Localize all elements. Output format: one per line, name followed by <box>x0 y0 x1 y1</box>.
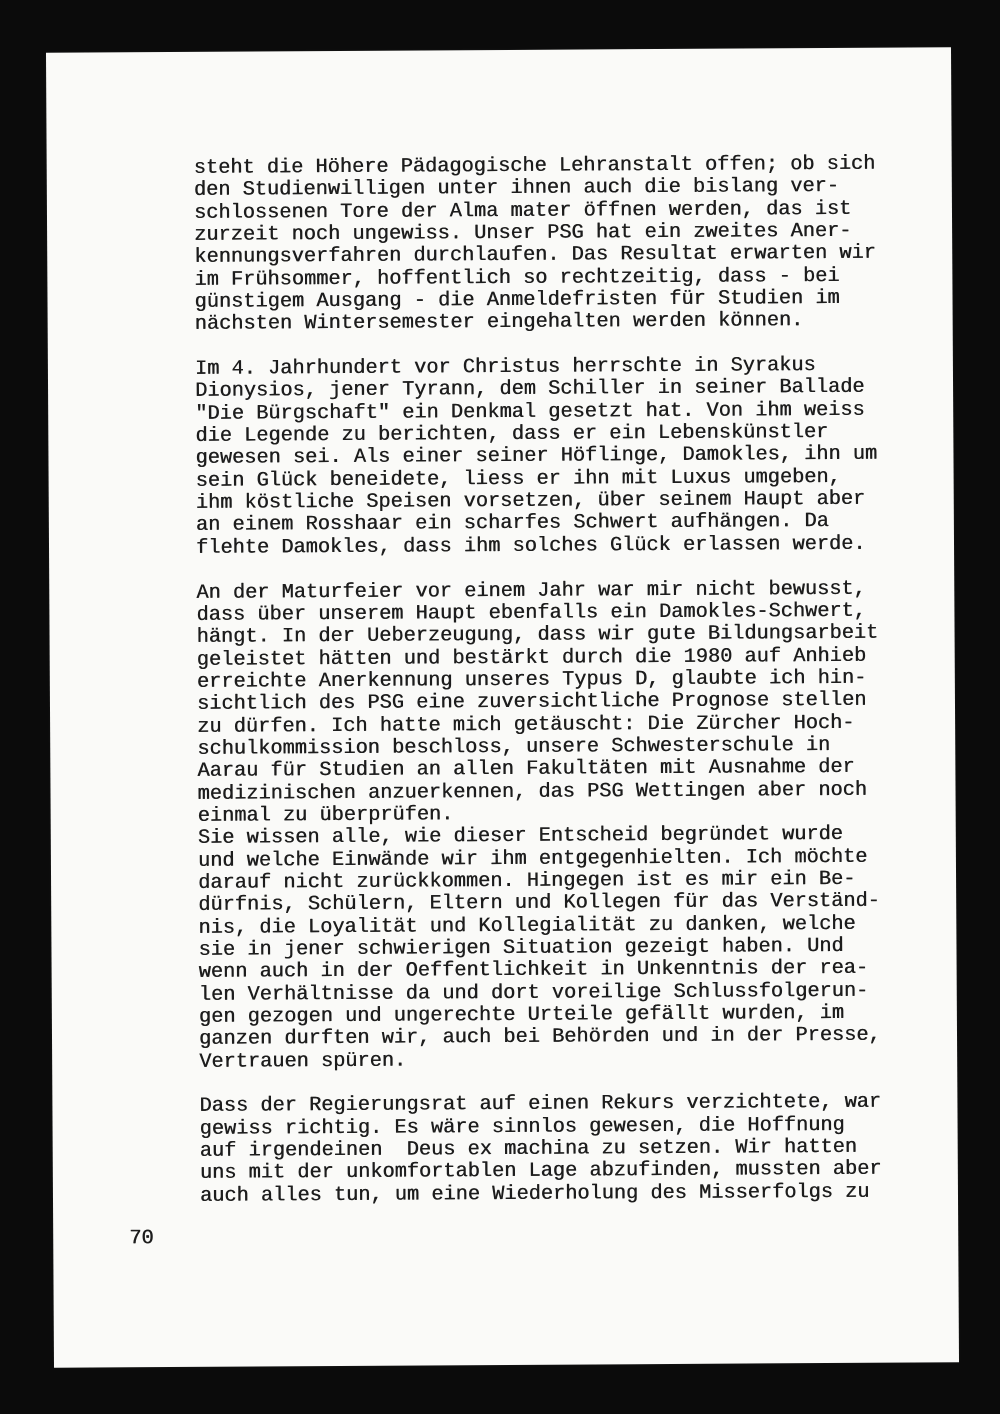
text-line: medizinischen anzuerkennen, das PSG Wettingen aber noch <box>197 778 867 806</box>
text-line: sichtlich des PSG eine zuversichtliche Prognose stellen <box>196 688 867 717</box>
paragraph-block <box>199 1092 881 1208</box>
text-line: ihm köstliche Speisen vorsetzen, über seinem Haupt aber <box>195 487 866 516</box>
text-line: An der Maturfeier vor einem Jahr war mir nicht bewusst, <box>196 577 866 605</box>
text-line: sie in jener schwierigen Situation gezeigt haben. Und <box>198 934 844 962</box>
paragraph-block <box>196 578 879 828</box>
text-line: steht die Höhere Pädagogische Lehranstalt offen; ob sich <box>193 152 876 180</box>
text-line: flehte Damokles, dass ihm solches Glück erlassen werde. <box>195 532 866 560</box>
text-line: einmal zu überprüfen. <box>197 803 454 828</box>
text-line: schulkommission beschloss, unsere Schwesterschule in <box>197 733 831 761</box>
text-line: im Frühsommer, hoffentlich so rechtzeitig, dass - bei <box>194 264 840 292</box>
text-line: an einem Rosshaar ein scharfes Schwert aufhängen. Da <box>195 510 829 538</box>
text-line: auch alles tun, um eine Wiederholung des Misserfolgs zu <box>199 1180 870 1208</box>
text-line: auf irgendeinen Deus ex machina zu setzen. Wir hatten <box>199 1135 857 1163</box>
text-line: nis, die Loyalität und Kollegialität zu danken, welche <box>198 912 856 940</box>
text-line: dass über unserem Haupt ebenfalls ein Damokles-Schwert, <box>196 599 866 627</box>
text-line: "Die Bürgschaft" ein Denkmal gesetzt hat. Von ihm weiss <box>195 398 865 426</box>
text-line: und welche Einwände wir ihm entgegenhielten. Ich möchte <box>197 845 868 873</box>
text-column <box>194 154 882 1208</box>
paragraph-block <box>195 355 878 560</box>
text-line: hängt. In der Ueberzeugung, dass wir gute Bildungsarbeit <box>196 621 879 650</box>
text-line: Dionysios, jener Tyrann, dem Schiller in seiner Ballade <box>194 376 865 404</box>
text-line: die Legende zu berichten, dass er ein Lebenskünstler <box>195 421 829 448</box>
paragraph-block <box>198 824 881 1074</box>
text-line: erreichte Anerkennung unseres Typus D, glaubte ich hin- <box>196 666 867 694</box>
text-line: gewiss richtig. Es wäre sinnlos gewesen, die Hoffnung <box>199 1113 845 1141</box>
text-line: gen gezogen und ungerechte Urteile gefällt wurden, im <box>198 1001 845 1029</box>
text-line: dürfnis, Schülern, Eltern und Kollegen für das Verständ- <box>198 890 880 918</box>
text-line: nächsten Wintersemester eingehalten werden können. <box>194 309 804 337</box>
text-line: geleistet hätten und bestärkt durch die 1980 auf Anhieb <box>196 644 867 672</box>
text-line: Sie wissen alle, wie dieser Entscheid begründet wurde <box>197 823 843 851</box>
page-number: 70 <box>129 1227 154 1251</box>
text-line: uns mit der unkomfortablen Lage abzufinden, mussten aber <box>199 1158 882 1186</box>
text-line: darauf nicht zurückkommen. Hingegen ist es mir ein Be- <box>197 867 856 895</box>
text-line: günstigem Ausgang - die Anmeldefristen für Studien im <box>194 286 840 314</box>
text-line: len Verhältnisse da und dort voreilige Schlussfolgerun- <box>198 979 869 1007</box>
text-line: wenn auch in der Oeffentlichkeit in Unkenntnis der rea- <box>198 957 869 985</box>
text-line: schlossenen Tore der Alma mater öffnen werden, das ist <box>193 197 852 225</box>
scanned-document-page <box>46 47 959 1368</box>
text-line: gewesen sei. Als einer seiner Höflinge, Damokles, ihn um <box>195 443 878 471</box>
text-line: Vertrauen spüren. <box>199 1049 407 1074</box>
text-line: sein Glück beneidete, liess er ihn mit Luxus umgeben, <box>195 465 841 493</box>
text-line: Dass der Regierungsrat auf einen Rekurs verzichtete, war <box>199 1091 882 1119</box>
text-line: zurzeit noch ungewiss. Unser PSG hat ein zweites Aner- <box>194 219 852 247</box>
text-line: ganzen durften wir, auch bei Behörden und in der Presse, <box>198 1024 881 1052</box>
text-line: Im 4. Jahrhundert vor Christus herrschte in Syrakus <box>194 354 816 381</box>
text-line: den Studienwilligen unter ihnen auch die bislang ver- <box>193 175 839 203</box>
paragraph-block <box>194 154 877 337</box>
text-line: zu dürfen. Ich hatte mich getäuscht: Die Zürcher Hoch- <box>197 711 855 739</box>
text-line: Aarau für Studien an allen Fakultäten mit Ausnahme der <box>197 756 855 784</box>
text-line: kennungsverfahren durchlaufen. Das Resultat erwarten wir <box>194 242 876 270</box>
